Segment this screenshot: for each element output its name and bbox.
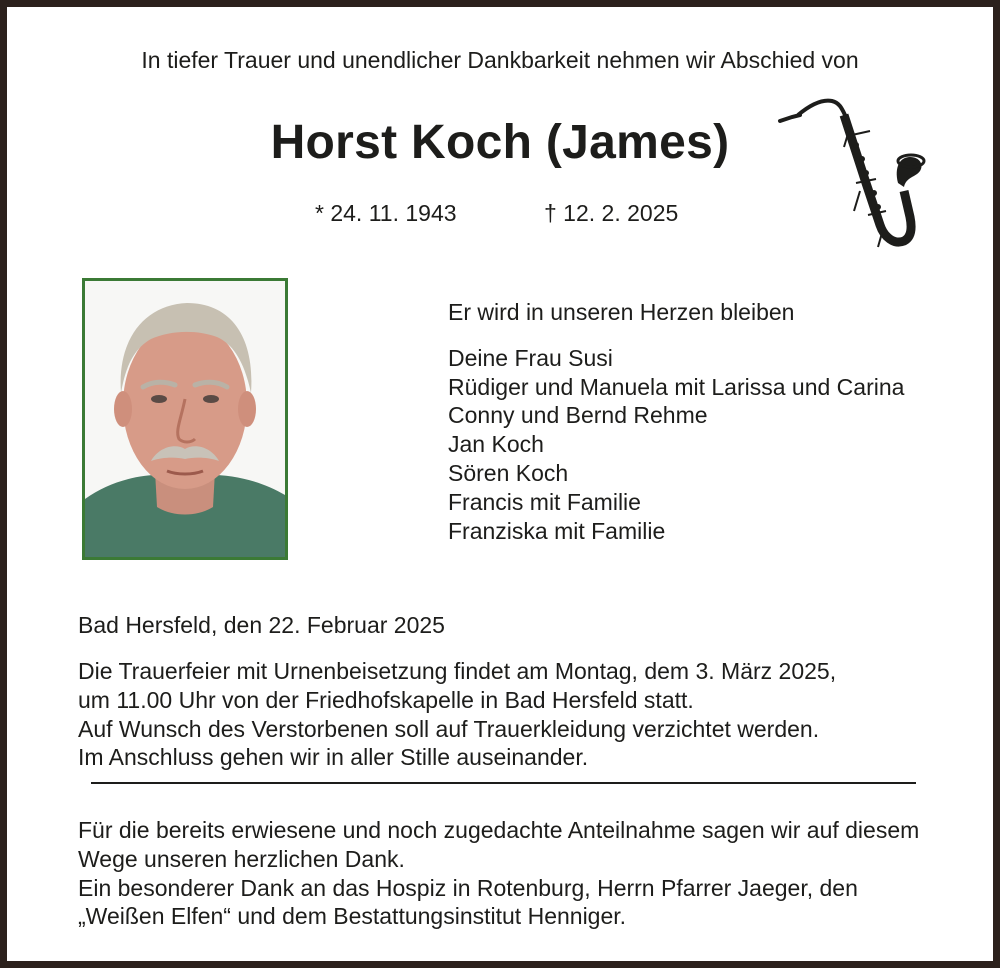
motto-text: Er wird in unseren Herzen bleiben bbox=[448, 299, 795, 325]
ceremony-line: um 11.00 Uhr von der Friedhofskapelle in Bad Hersfeld statt. bbox=[78, 686, 694, 713]
intro-text: In tiefer Trauer und unendlicher Dankbarkeit nehmen wir Abschied von bbox=[141, 47, 859, 73]
mourner-line: Rüdiger und Manuela mit Larissa und Carina bbox=[448, 373, 905, 400]
ceremony-info bbox=[78, 657, 836, 772]
mourner-line: Francis mit Familie bbox=[448, 488, 641, 515]
thanks-text bbox=[78, 816, 919, 931]
ceremony-line: Die Trauerfeier mit Urnenbeisetzung findet am Montag, dem 3. März 2025, bbox=[78, 658, 837, 684]
thanks-line: „Weißen Elfen“ und dem Bestattungsinstitut Henniger. bbox=[78, 903, 627, 930]
ceremony-line: Auf Wunsch des Verstorbenen soll auf Trauerkleidung verzichtet werden. bbox=[78, 715, 820, 742]
mourner-line: Conny und Bernd Rehme bbox=[448, 402, 708, 429]
birth-date: * 24. 11. 1943 bbox=[315, 200, 457, 226]
death-date: † 12. 2. 2025 bbox=[544, 200, 679, 226]
thanks-line: Wege unseren herzlichen Dank. bbox=[78, 845, 405, 872]
ceremony-line: Im Anschluss gehen wir in aller Stille auseinander. bbox=[78, 744, 589, 771]
saxophone-icon bbox=[770, 87, 946, 259]
deceased-name: Horst Koch (James) bbox=[270, 116, 730, 169]
mourner-line: Sören Koch bbox=[448, 459, 569, 486]
mourner-line: Franziska mit Familie bbox=[448, 517, 666, 544]
place-date: Bad Hersfeld, den 22. Februar 2025 bbox=[78, 612, 445, 638]
mourner-line: Deine Frau Susi bbox=[448, 344, 613, 371]
thanks-line: Für die bereits erwiesene und noch zugedachte Anteilnahme sagen wir auf diesem bbox=[78, 817, 920, 843]
divider-line bbox=[91, 782, 916, 784]
portrait-photo bbox=[82, 278, 288, 560]
mourners-block bbox=[448, 298, 904, 545]
thanks-line: Ein besonderer Dank an das Hospiz in Rotenburg, Herrn Pfarrer Jaeger, den bbox=[78, 874, 858, 901]
mourner-line: Jan Koch bbox=[448, 431, 544, 458]
